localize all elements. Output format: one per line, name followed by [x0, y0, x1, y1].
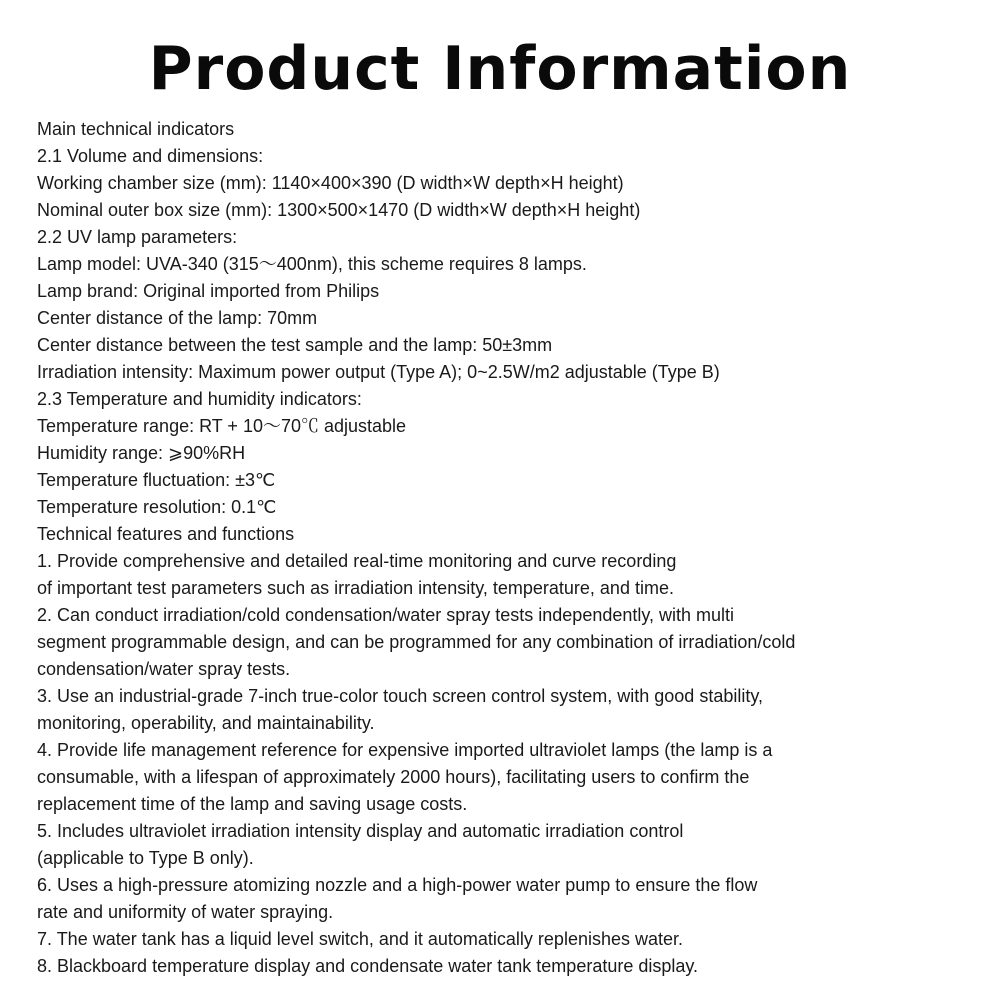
feature-5-line-1: 5. Includes ultraviolet irradiation intensity display and automatic irradiation control [37, 821, 684, 841]
feature-2-line-1: 2. Can conduct irradiation/cold condensation/water spray tests independently, with multi [37, 605, 735, 625]
feature-4-line-1: 4. Provide life management reference for expensive imported ultraviolet lamps (the lamp is a [37, 740, 773, 760]
spec-temperature-fluctuation: Temperature fluctuation: ±3℃ [37, 470, 276, 490]
spec-lamp-model: Lamp model: UVA-340 (315～400nm), this scheme requires 8 lamps. [37, 254, 587, 274]
feature-2-line-3: condensation/water spray tests. [37, 659, 291, 679]
feature-1-line-2: of important test parameters such as irradiation intensity, temperature, and time. [37, 578, 674, 598]
spec-working-chamber-size: Working chamber size (mm): 1140×400×390 (D width×W depth×H height) [37, 173, 624, 193]
feature-8: 8. Blackboard temperature display and condensate water tank temperature display. [37, 956, 699, 976]
subsection-heading-temp-humidity: 2.3 Temperature and humidity indicators: [37, 389, 362, 409]
subsection-heading-uv-lamp: 2.2 UV lamp parameters: [37, 227, 238, 247]
feature-4-line-3: replacement time of the lamp and saving usage costs. [37, 794, 468, 814]
subsection-heading-volume-dimensions: 2.1 Volume and dimensions: [37, 146, 264, 166]
feature-3-line-2: monitoring, operability, and maintainability. [37, 713, 375, 733]
spec-sample-lamp-distance: Center distance between the test sample and the lamp: 50±3mm [37, 335, 553, 355]
section-heading-features: Technical features and functions [37, 524, 295, 544]
document-body [37, 116, 987, 980]
feature-3-line-1: 3. Use an industrial-grade 7-inch true-color touch screen control system, with good stability, [37, 686, 764, 706]
page-title: Product Information [148, 34, 852, 104]
spec-lamp-brand: Lamp brand: Original imported from Philips [37, 281, 380, 301]
spec-lamp-center-distance: Center distance of the lamp: 70mm [37, 308, 318, 328]
spec-humidity-range: Humidity range: ⩾90%RH [37, 443, 246, 463]
feature-1-line-1: 1. Provide comprehensive and detailed real-time monitoring and curve recording [37, 551, 677, 571]
feature-6-line-2: rate and uniformity of water spraying. [37, 902, 334, 922]
spec-temperature-resolution: Temperature resolution: 0.1℃ [37, 497, 277, 517]
feature-2-line-2: segment programmable design, and can be programmed for any combination of irradiation/cold [37, 632, 796, 652]
feature-5-line-2: (applicable to Type B only). [37, 848, 254, 868]
feature-4-line-2: consumable, with a lifespan of approximately 2000 hours), facilitating users to confirm the [37, 767, 750, 787]
section-heading-main-technical-indicators: Main technical indicators [37, 119, 235, 139]
spec-temperature-range: Temperature range: RT + 10～70℃ adjustable [37, 416, 407, 436]
feature-7: 7. The water tank has a liquid level switch, and it automatically replenishes water. [37, 929, 684, 949]
spec-outer-box-size: Nominal outer box size (mm): 1300×500×1470 (D width×W depth×H height) [37, 200, 641, 220]
feature-6-line-1: 6. Uses a high-pressure atomizing nozzle and a high-power water pump to ensure the flow [37, 875, 758, 895]
spec-irradiation-intensity: Irradiation intensity: Maximum power output (Type A); 0~2.5W/m2 adjustable (Type B) [37, 362, 720, 382]
